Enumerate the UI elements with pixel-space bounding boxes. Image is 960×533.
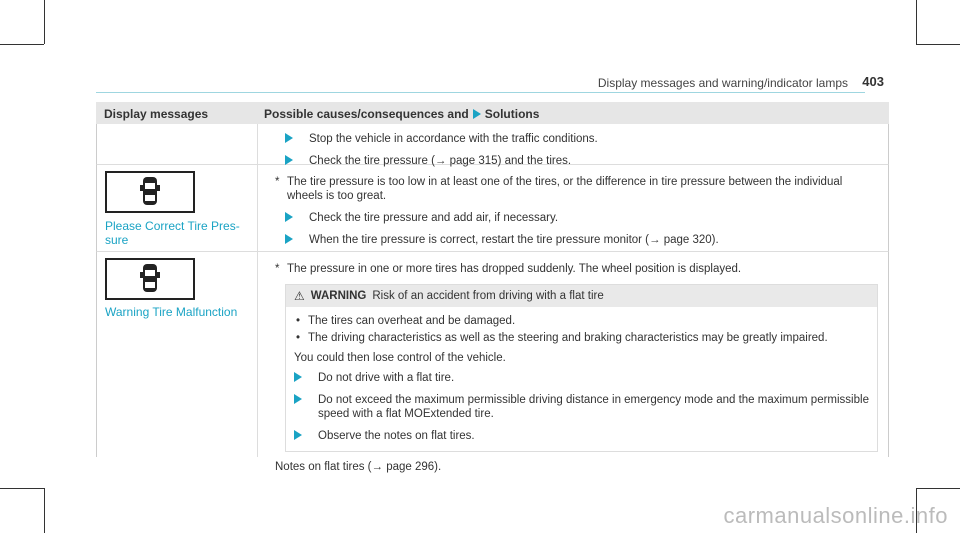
crop-mark [916, 0, 917, 44]
step-item: Check the tire pressure and add air, if necessary. [285, 211, 878, 225]
list-item: • The driving characteristics as well as the steering and braking characteristics may be greatly impaired. [294, 331, 869, 345]
step-item: Observe the notes on flat tires. [294, 429, 869, 443]
table-row [96, 165, 889, 252]
step-arrow-icon [285, 212, 293, 222]
solutions-arrow-icon [473, 109, 481, 119]
warning-note: You could then lose control of the vehicle. [294, 352, 506, 364]
crop-mark [916, 488, 960, 489]
cause-text: * The tire pressure is too low in at least one of the tires, or the difference in tire pressure between the individual wheels is too great. [275, 176, 843, 202]
step-arrow-icon [294, 394, 302, 404]
page-number: 403 [862, 74, 884, 89]
messages-table [96, 102, 889, 473]
step-arrow-icon [285, 234, 293, 244]
section-title: Display messages and warning/indicator lamps [597, 76, 848, 90]
step-arrow-icon [294, 372, 302, 382]
crop-mark [916, 44, 960, 45]
warning-header: ⚠ WARNING Risk of an accident from driving with a flat tire [286, 285, 877, 307]
step-item: Do not exceed the maximum permissible driving distance in emergency mode and the maximum permissible speed with a flat MOExtended tire. [294, 393, 869, 421]
tire-pressure-warning-icon [105, 171, 195, 213]
step-arrow-icon [294, 430, 302, 440]
step-item: Do not drive with a flat tire. [294, 371, 869, 385]
crop-mark [44, 0, 45, 44]
table-row [96, 252, 889, 473]
step-item: Check the tire pressure (→ page 315) and the tires. [285, 154, 878, 168]
crop-mark [44, 488, 45, 533]
header-rule [96, 92, 865, 93]
warning-triangle-icon: ⚠ [294, 289, 305, 303]
display-message: Warning Tire Malfunction [105, 305, 238, 319]
display-message: Please Correct Tire Pres- sure [105, 219, 240, 247]
col-header-display-messages: Display messages [104, 107, 209, 121]
watermark: carmanualsonline.info [723, 503, 948, 528]
step-item: Stop the vehicle in accordance with the traffic conditions. [285, 132, 878, 146]
step-arrow-icon [285, 155, 293, 165]
step-item: When the tire pressure is correct, restart the tire pressure monitor (→ page 320). [285, 233, 878, 247]
col-header-causes: Possible causes/consequences and Solutions [264, 107, 540, 121]
crop-mark [0, 44, 44, 45]
crop-mark [0, 488, 44, 489]
table-header [96, 102, 889, 124]
table-row [96, 124, 889, 165]
list-item: • The tires can overheat and be damaged. [294, 314, 869, 328]
tire-pressure-warning-icon [105, 258, 195, 300]
warning-box [285, 284, 878, 452]
footer-note: Notes on flat tires (→ page 296). [275, 461, 442, 473]
step-arrow-icon [285, 133, 293, 143]
cause-text: * The pressure in one or more tires has dropped suddenly. The wheel position is displayed. [275, 263, 742, 275]
